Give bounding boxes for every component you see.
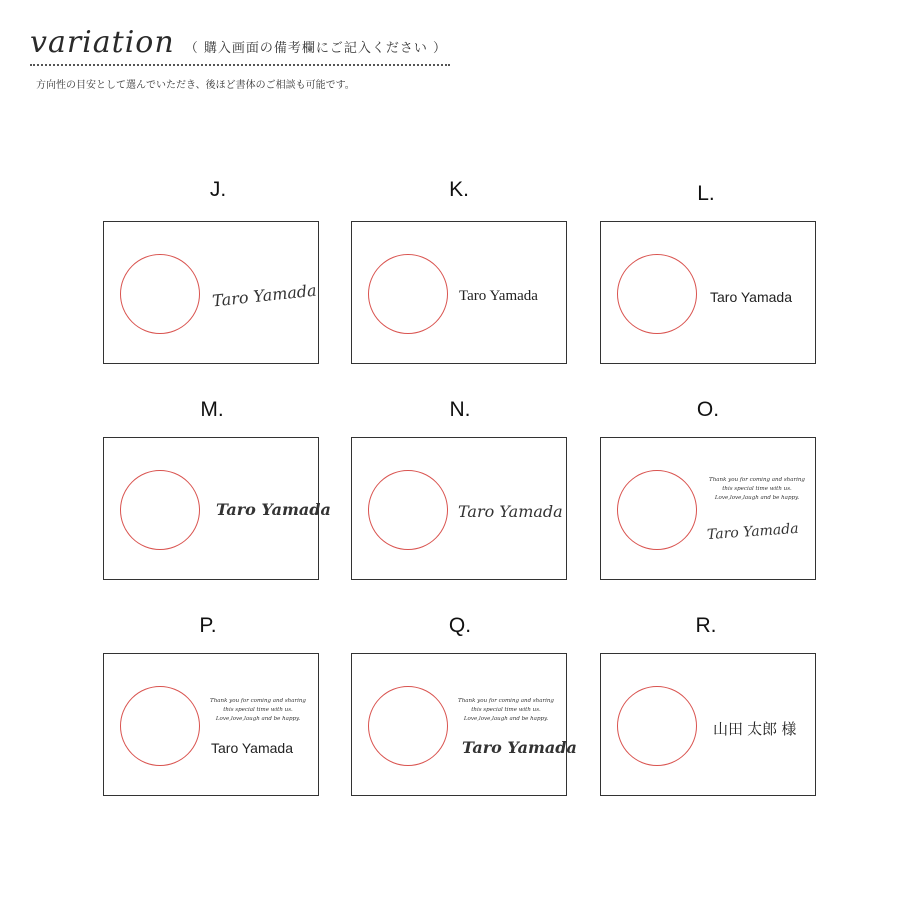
- card-label-k: K.: [449, 178, 469, 201]
- card-r[interactable]: [600, 653, 816, 796]
- page-title: variation: [30, 25, 175, 60]
- card-j[interactable]: [103, 221, 319, 364]
- seal-circle: [617, 686, 697, 766]
- seal-circle: [368, 470, 448, 550]
- seal-circle: [617, 470, 697, 550]
- seal-circle: [120, 254, 200, 334]
- card-name: Taro Yamada: [458, 502, 563, 521]
- message-line: this special time with us.: [223, 707, 293, 713]
- message-line: Thank you for coming and sharing: [709, 477, 805, 483]
- card-label-o: O.: [696, 398, 720, 421]
- dotted-divider: [30, 64, 450, 66]
- card-name: Taro Yamada: [706, 520, 800, 544]
- card-message: [458, 697, 554, 724]
- card-label-n: N.: [449, 398, 471, 421]
- card-name: 山田 太郎 様: [713, 721, 797, 738]
- card-label-p: P.: [199, 614, 217, 637]
- card-message: [709, 476, 805, 503]
- card-q[interactable]: [351, 653, 577, 796]
- title-note: （ 購入画面の備考欄にご記入ください ）: [184, 41, 447, 56]
- card-label-r: R.: [695, 614, 717, 637]
- card-name: Taro Yamada: [710, 289, 792, 305]
- card-m[interactable]: [103, 437, 331, 580]
- card-label-m: M.: [200, 398, 224, 421]
- card-p[interactable]: [103, 653, 319, 796]
- seal-circle: [120, 686, 200, 766]
- header: [30, 26, 450, 66]
- card-name: Taro Yamada: [462, 738, 577, 757]
- card-message: [210, 697, 306, 724]
- card-label-j: J.: [209, 178, 227, 201]
- title-row: [30, 26, 450, 60]
- seal-circle: [368, 254, 448, 334]
- message-line: Love,love,laugh and be happy.: [215, 716, 301, 722]
- card-name: Taro Yamada: [211, 280, 318, 311]
- card-name: Taro Yamada: [211, 740, 293, 756]
- message-line: Love,love,laugh and be happy.: [714, 495, 800, 501]
- card-l[interactable]: [600, 221, 816, 364]
- card-name: Taro Yamada: [216, 500, 331, 519]
- seal-circle: [120, 470, 200, 550]
- seal-circle: [368, 686, 448, 766]
- card-n[interactable]: [351, 437, 567, 580]
- card-k[interactable]: [351, 221, 567, 364]
- message-line: this special time with us.: [722, 486, 792, 492]
- subtitle: 方向性の目安として選んでいただき、後ほど書体のご相談も可能です。: [36, 80, 355, 91]
- card-name: Taro Yamada: [459, 288, 538, 304]
- card-label-q: Q.: [448, 614, 472, 637]
- message-line: this special time with us.: [471, 707, 541, 713]
- message-line: Thank you for coming and sharing: [210, 698, 306, 704]
- card-label-l: L.: [697, 182, 715, 205]
- message-line: Love,love,laugh and be happy.: [463, 716, 549, 722]
- seal-circle: [617, 254, 697, 334]
- card-o[interactable]: [600, 437, 816, 580]
- message-line: Thank you for coming and sharing: [458, 698, 554, 704]
